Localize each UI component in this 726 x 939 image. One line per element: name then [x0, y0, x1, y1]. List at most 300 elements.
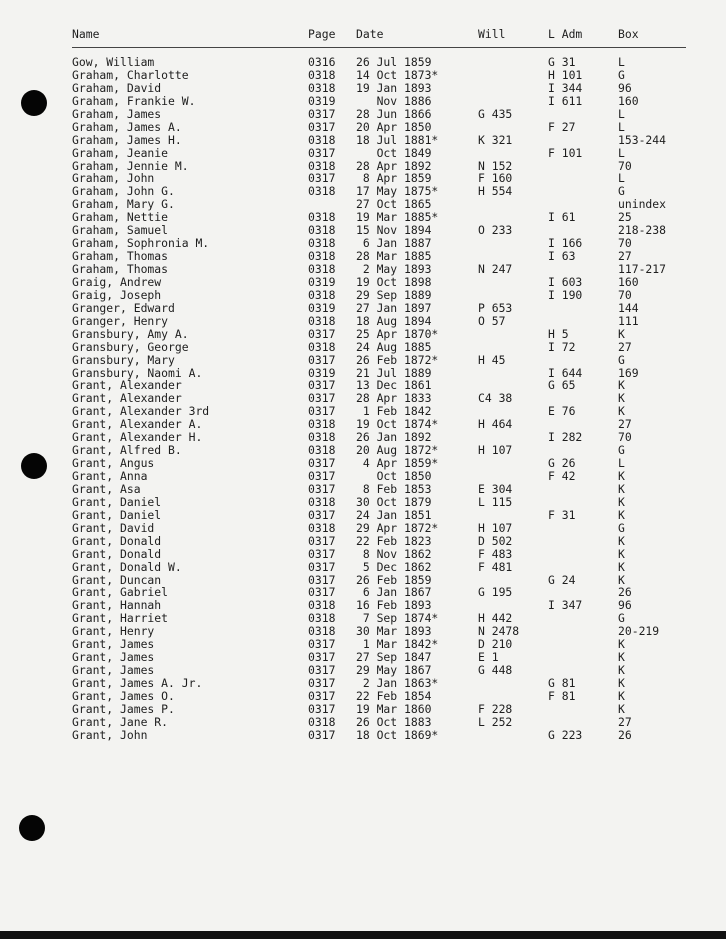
cell-date: 26 Jul 1859	[356, 55, 432, 69]
cell-date: 2 Jan 1863*	[356, 676, 439, 690]
cell-page: 0317	[308, 507, 336, 522]
cell-date: 14 Oct 1873*	[356, 67, 439, 82]
cell-adm	[548, 172, 618, 185]
cell-page: 0317	[308, 676, 336, 690]
cell-date: 5 Dec 1862	[356, 559, 432, 574]
table-row	[72, 263, 686, 276]
cell-name: Granger, Edward	[72, 300, 175, 315]
cell-name: Grant, Harriet	[72, 611, 169, 626]
cell-date: 17 May 1875*	[356, 184, 439, 199]
cell-adm: E 76	[548, 404, 576, 419]
cell-page: 0317	[308, 688, 336, 703]
cell-will	[478, 121, 548, 134]
cell-adm	[548, 548, 618, 561]
header-adm: L Adm	[548, 27, 583, 41]
cell-name: Graham, James H.	[72, 132, 182, 147]
cell-date: 13 Dec 1861	[356, 378, 432, 393]
table-row	[72, 302, 686, 315]
cell-box: 27	[618, 339, 632, 354]
cell-will	[478, 198, 548, 211]
cell-name: Grant, James	[72, 637, 155, 652]
table-row	[72, 470, 686, 483]
cell-date: 28 Jun 1866	[356, 106, 432, 121]
binder-hole-top	[21, 90, 47, 116]
cell-page: 0318	[308, 520, 336, 535]
table-row	[72, 535, 686, 548]
cell-will: H 107	[478, 443, 513, 458]
cell-page: 0318	[308, 714, 336, 729]
cell-date: 25 Apr 1870*	[356, 326, 439, 341]
cell-box: G	[618, 67, 625, 82]
cell-date: 21 Jul 1889	[356, 365, 432, 380]
cell-page: 0318	[308, 313, 336, 328]
cell-adm	[548, 612, 618, 625]
table-row	[72, 341, 686, 354]
cell-box: K	[618, 481, 625, 496]
cell-will	[478, 341, 548, 354]
cell-will: F 481	[478, 559, 513, 574]
cell-name: Graham, John	[72, 171, 155, 186]
cell-date: 30 Oct 1879	[356, 494, 432, 509]
cell-name: Graig, Joseph	[72, 287, 162, 302]
cell-will	[478, 82, 548, 95]
cell-box: 160	[618, 93, 639, 108]
cell-box: L	[618, 106, 625, 121]
cell-name: Grant, Angus	[72, 456, 155, 471]
cell-adm	[548, 134, 618, 147]
cell-box: 70	[618, 236, 632, 251]
cell-will	[478, 457, 548, 470]
cell-page: 0319	[308, 93, 336, 108]
table-row	[72, 677, 686, 690]
cell-box: G	[618, 352, 625, 367]
cell-date: 8 Apr 1859	[356, 171, 432, 186]
cell-page: 0317	[308, 378, 336, 393]
cell-box: unindex	[618, 197, 667, 212]
cell-page: 0317	[308, 391, 336, 406]
cell-page: 0316	[308, 55, 336, 69]
cell-date: 19 Oct 1898	[356, 274, 432, 289]
cell-box: 96	[618, 598, 632, 613]
cell-adm: G 31	[548, 55, 576, 69]
cell-page: 0318	[308, 624, 336, 639]
cell-date: 28 Apr 1892	[356, 158, 432, 173]
cell-will: H 107	[478, 520, 513, 535]
cell-box: K	[618, 663, 625, 678]
cell-adm: H 5	[548, 326, 569, 341]
cell-will	[478, 56, 548, 69]
cell-name: Grant, David	[72, 520, 155, 535]
cell-adm	[548, 315, 618, 328]
cell-will: E 1	[478, 650, 499, 665]
cell-will	[478, 69, 548, 82]
cell-page: 0318	[308, 80, 336, 95]
cell-page: 0317	[308, 469, 336, 483]
cell-name: Gransbury, Amy A.	[72, 326, 189, 341]
cell-box: 27	[618, 249, 632, 264]
cell-name: Grant, Donald	[72, 533, 162, 548]
table-row	[72, 716, 686, 729]
cell-name: Grant, James A. Jr.	[72, 676, 203, 690]
cell-adm	[548, 160, 618, 173]
table-row	[72, 354, 686, 367]
cell-name: Grant, James	[72, 650, 155, 665]
cell-box: K	[618, 404, 625, 419]
cell-box: L	[618, 171, 625, 186]
cell-date: 18 Jul 1881*	[356, 132, 439, 147]
table-row	[72, 82, 686, 95]
cell-adm: G 65	[548, 378, 576, 393]
cell-adm	[548, 522, 618, 535]
cell-adm	[548, 483, 618, 496]
cell-box: 20-219	[618, 624, 660, 639]
cell-adm	[548, 263, 618, 276]
cell-date: 26 Oct 1883	[356, 714, 432, 729]
cell-page: 0318	[308, 236, 336, 251]
cell-box: 25	[618, 210, 632, 225]
cell-will: G 448	[478, 663, 513, 678]
cell-name: Grant, Alexander H.	[72, 430, 203, 445]
cell-box: K	[618, 650, 625, 665]
cell-name: Grant, Alexander	[72, 391, 182, 406]
cell-page: 0319	[308, 274, 336, 289]
cell-adm: F 42	[548, 469, 576, 483]
cell-page: 0318	[308, 494, 336, 509]
cell-page: 0318	[308, 339, 336, 354]
cell-page: 0317	[308, 171, 336, 186]
cell-name: Grant, Alexander	[72, 378, 182, 393]
cell-date: 20 Aug 1872*	[356, 443, 439, 458]
cell-will: D 502	[478, 533, 513, 548]
cell-adm: I 166	[548, 236, 583, 251]
cell-date: 29 Apr 1872*	[356, 520, 439, 535]
cell-page: 0317	[308, 456, 336, 471]
cell-name: Graham, Sophronia M.	[72, 236, 210, 251]
cell-page: 0317	[308, 650, 336, 665]
cell-date: 19 Mar 1860	[356, 701, 432, 716]
cell-date: 8 Nov 1862	[356, 546, 432, 561]
cell-box: K	[618, 701, 625, 716]
cell-name: Gransbury, Naomi A.	[72, 365, 203, 380]
cell-will: L 115	[478, 494, 513, 509]
cell-adm: I 190	[548, 287, 583, 302]
cell-page: 0318	[308, 158, 336, 173]
table-row	[72, 328, 686, 341]
cell-box: 111	[618, 313, 639, 328]
cell-page: 0318	[308, 598, 336, 613]
table-row	[72, 483, 686, 496]
cell-page: 0317	[308, 727, 336, 742]
binder-hole-middle	[21, 453, 47, 479]
cell-page: 0318	[308, 430, 336, 445]
cell-adm: H 101	[548, 67, 583, 82]
cell-name: Graham, Jennie M.	[72, 158, 189, 173]
cell-box: L	[618, 119, 625, 134]
cell-box: 26	[618, 727, 632, 742]
cell-page: 0317	[308, 352, 336, 367]
cell-name: Granger, Henry	[72, 313, 169, 328]
cell-will	[478, 237, 548, 250]
cell-will: L 252	[478, 714, 513, 729]
cell-page: 0317	[308, 119, 336, 134]
cell-date: 6 Jan 1867	[356, 585, 432, 600]
cell-name: Grant, Donald W.	[72, 559, 182, 574]
cell-box: 27	[618, 417, 632, 432]
cell-name: Grant, Gabriel	[72, 585, 169, 600]
cell-box: L	[618, 55, 625, 69]
cell-adm	[548, 625, 618, 638]
cell-will	[478, 328, 548, 341]
cell-date: 18 Oct 1869*	[356, 727, 439, 742]
cell-box: K	[618, 469, 625, 483]
cell-name: Graham, James	[72, 106, 162, 121]
cell-adm: F 31	[548, 507, 576, 522]
table-row	[72, 108, 686, 121]
cell-will: F 160	[478, 171, 513, 186]
cell-date: 24 Aug 1885	[356, 339, 432, 354]
cell-page: 0317	[308, 481, 336, 496]
cell-box: G	[618, 611, 625, 626]
cell-name: Graham, Nettie	[72, 210, 169, 225]
cell-will	[478, 367, 548, 380]
cell-adm	[548, 561, 618, 574]
cell-date: 2 May 1893	[356, 262, 432, 276]
cell-name: Grant, John	[72, 727, 148, 742]
cell-date: Oct 1849	[356, 145, 432, 160]
cell-name: Graham, Mary G.	[72, 197, 175, 212]
cell-adm	[548, 638, 618, 651]
cell-will: E 304	[478, 481, 513, 496]
table-row	[72, 690, 686, 703]
table-row	[72, 147, 686, 160]
cell-box: K	[618, 494, 625, 509]
cell-will	[478, 677, 548, 690]
cell-name: Grant, Donald	[72, 546, 162, 561]
header-page: Page	[308, 27, 336, 41]
cell-page: 0318	[308, 443, 336, 458]
cell-page: 0317	[308, 572, 336, 587]
cell-box: 70	[618, 158, 632, 173]
table-row	[72, 729, 686, 742]
cell-name: Grant, Hannah	[72, 598, 162, 613]
cell-page: 0319	[308, 300, 336, 315]
cell-box: G	[618, 520, 625, 535]
table-row	[72, 496, 686, 509]
cell-adm: I 603	[548, 274, 583, 289]
cell-adm	[548, 651, 618, 664]
cell-will: F 228	[478, 701, 513, 716]
cell-box: 169	[618, 365, 639, 380]
cell-box: K	[618, 688, 625, 703]
index-rows	[72, 56, 686, 742]
cell-name: Graham, David	[72, 80, 162, 95]
cell-name: Graig, Andrew	[72, 274, 162, 289]
cell-page: 0318	[308, 184, 336, 199]
cell-adm: I 63	[548, 249, 576, 264]
cell-box: K	[618, 572, 625, 587]
cell-date: 28 Apr 1833	[356, 391, 432, 406]
cell-box: L	[618, 456, 625, 471]
cell-adm: G 81	[548, 676, 576, 690]
cell-adm: G 24	[548, 572, 576, 587]
cell-adm: I 282	[548, 430, 583, 445]
table-row	[72, 548, 686, 561]
table-row	[72, 95, 686, 108]
cell-will	[478, 147, 548, 160]
cell-name: Gransbury, Mary	[72, 352, 175, 367]
cell-will: D 210	[478, 637, 513, 652]
cell-will	[478, 690, 548, 703]
cell-box: 144	[618, 300, 639, 315]
cell-name: Grant, Daniel	[72, 494, 162, 509]
cell-adm: I 344	[548, 80, 583, 95]
cell-name: Grant, Jane R.	[72, 714, 169, 729]
table-row	[72, 522, 686, 535]
cell-date: 18 Aug 1894	[356, 313, 432, 328]
cell-name: Graham, Charlotte	[72, 67, 189, 82]
cell-will: H 45	[478, 352, 506, 367]
cell-adm: F 101	[548, 145, 583, 160]
cell-date: 1 Mar 1842*	[356, 637, 439, 652]
cell-date: 22 Feb 1854	[356, 688, 432, 703]
cell-name: Grant, James	[72, 663, 155, 678]
cell-adm: F 81	[548, 688, 576, 703]
cell-box: K	[618, 533, 625, 548]
cell-date: Oct 1850	[356, 469, 432, 483]
cell-box: K	[618, 378, 625, 393]
cell-box: K	[618, 507, 625, 522]
cell-date: 6 Jan 1887	[356, 236, 432, 251]
cell-box: K	[618, 546, 625, 561]
cell-date: 27 Sep 1847	[356, 650, 432, 665]
column-header-row	[72, 26, 686, 48]
cell-page: 0317	[308, 533, 336, 548]
cell-will	[478, 729, 548, 742]
cell-box: 70	[618, 430, 632, 445]
cell-will: O 233	[478, 223, 513, 238]
cell-adm: G 223	[548, 727, 583, 742]
cell-date: 27 Jan 1897	[356, 300, 432, 315]
table-row	[72, 121, 686, 134]
cell-date: 8 Feb 1853	[356, 481, 432, 496]
cell-box: 153-244	[618, 132, 667, 147]
cell-name: Grant, Alfred B.	[72, 443, 182, 458]
cell-will	[478, 509, 548, 522]
cell-will: F 483	[478, 546, 513, 561]
cell-date: 19 Jan 1893	[356, 80, 432, 95]
cell-date: 29 Sep 1889	[356, 287, 432, 302]
cell-page: 0318	[308, 210, 336, 225]
table-row	[72, 561, 686, 574]
cell-name: Graham, Frankie W.	[72, 93, 196, 108]
cell-page: 0318	[308, 417, 336, 432]
cell-name: Gransbury, George	[72, 339, 189, 354]
cell-name: Grant, Alexander A.	[72, 417, 203, 432]
cell-name: Grant, Duncan	[72, 572, 162, 587]
cell-name: Grant, James P.	[72, 701, 175, 716]
cell-date: 26 Feb 1872*	[356, 352, 439, 367]
cell-will: C4 38	[478, 391, 513, 406]
cell-date: 26 Feb 1859	[356, 572, 432, 587]
cell-date: 15 Nov 1894	[356, 223, 432, 238]
cell-page: 0317	[308, 637, 336, 652]
cell-page: 0318	[308, 67, 336, 82]
cell-adm	[548, 703, 618, 716]
cell-box: L	[618, 145, 625, 160]
table-row	[72, 315, 686, 328]
header-box: Box	[618, 27, 639, 41]
cell-page: 0317	[308, 663, 336, 678]
cell-adm	[548, 535, 618, 548]
table-row	[72, 134, 686, 147]
cell-name: Graham, Jeanie	[72, 145, 169, 160]
cell-date: 24 Jan 1851	[356, 507, 432, 522]
page-bottom-edge	[0, 931, 726, 939]
cell-name: Grant, James O.	[72, 688, 175, 703]
cell-name: Grant, Asa	[72, 481, 141, 496]
cell-box: 96	[618, 80, 632, 95]
table-row	[72, 56, 686, 69]
cell-date: 1 Feb 1842	[356, 404, 432, 419]
table-row	[72, 509, 686, 522]
cell-box: K	[618, 676, 625, 690]
cell-page: 0318	[308, 262, 336, 276]
cell-date: 4 Apr 1859*	[356, 456, 439, 471]
cell-date: 26 Jan 1892	[356, 430, 432, 445]
probate-index-sheet	[72, 26, 686, 742]
cell-adm: I 611	[548, 93, 583, 108]
cell-name: Graham, Thomas	[72, 249, 169, 264]
cell-adm	[548, 496, 618, 509]
cell-page: 0317	[308, 326, 336, 341]
cell-page: 0317	[308, 546, 336, 561]
cell-will	[478, 470, 548, 483]
cell-page: 0317	[308, 559, 336, 574]
cell-date: 7 Sep 1874*	[356, 611, 439, 626]
cell-box: K	[618, 326, 625, 341]
cell-will: H 442	[478, 611, 513, 626]
cell-date: Nov 1886	[356, 93, 432, 108]
cell-date: 19 Mar 1885*	[356, 210, 439, 225]
cell-page: 0319	[308, 365, 336, 380]
cell-adm: F 27	[548, 119, 576, 134]
cell-will	[478, 289, 548, 302]
cell-date: 27 Oct 1865	[356, 197, 432, 212]
header-will: Will	[478, 27, 506, 41]
cell-box: 218-238	[618, 223, 667, 238]
header-name: Name	[72, 27, 100, 41]
cell-adm	[548, 716, 618, 729]
cell-date: 16 Feb 1893	[356, 598, 432, 613]
cell-name: Graham, Thomas	[72, 262, 169, 276]
cell-page: 0317	[308, 701, 336, 716]
cell-will: N 2478	[478, 624, 520, 639]
cell-name: Grant, Alexander 3rd	[72, 404, 210, 419]
cell-page: 0318	[308, 132, 336, 147]
cell-box: 70	[618, 287, 632, 302]
cell-box: K	[618, 391, 625, 406]
cell-adm: I 72	[548, 339, 576, 354]
table-row	[72, 276, 686, 289]
cell-page: 0317	[308, 585, 336, 600]
cell-date: 20 Apr 1850	[356, 119, 432, 134]
cell-box: K	[618, 559, 625, 574]
cell-adm: I 347	[548, 598, 583, 613]
cell-date: 29 May 1867	[356, 663, 432, 678]
cell-name: Grant, Henry	[72, 624, 155, 639]
cell-name: Graham, John G.	[72, 184, 175, 199]
cell-box: G	[618, 443, 625, 458]
